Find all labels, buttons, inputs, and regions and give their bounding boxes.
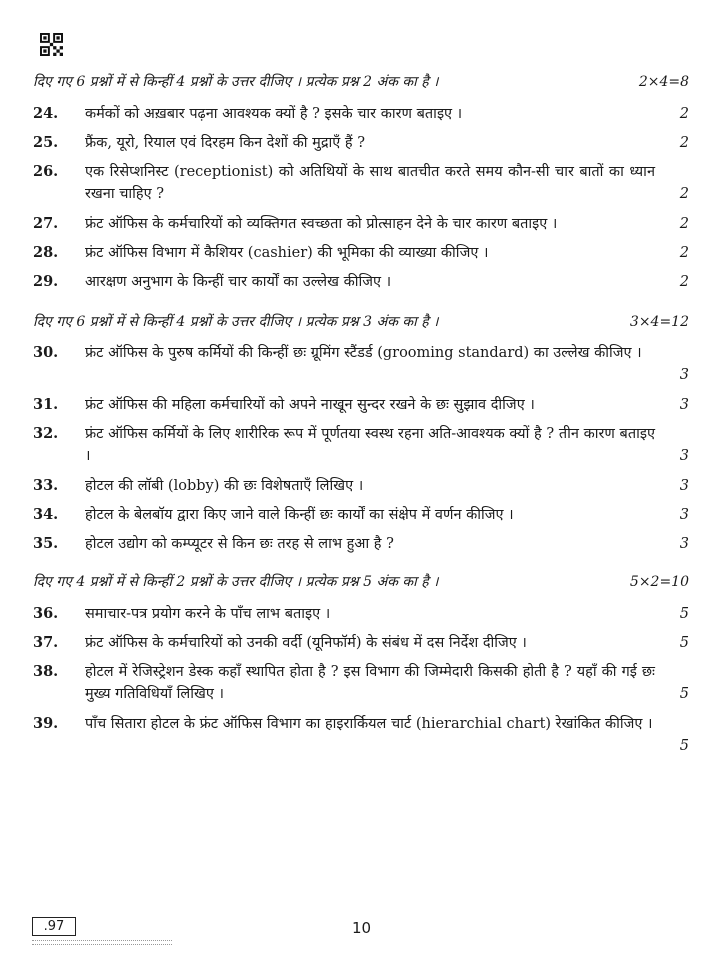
question-number: 27.: [33, 215, 59, 232]
question-text: आरक्षण अनुभाग के किन्हीं चार कार्यों का उल्लेख कीजिए ।: [85, 274, 392, 290]
question-text: होटल की लॉबी (lobby) की छः विशेषताएँ लिखिए ।: [85, 478, 364, 494]
question-text: फ्रंट ऑफिस के पुरुष कर्मियों की किन्हीं छः ग्रूमिंग स्टैंडर्ड (grooming standard) का उल्लेख कीजिए ।: [85, 345, 642, 361]
question-marks: 3: [679, 448, 689, 464]
question-number: 39.: [33, 715, 59, 732]
question-text: एक रिसेप्शनिस्ट (receptionist) को अतिथियों के साथ बातचीत करते समय कौन-सी चार बातों का ध्यान रखना चाहिए ?: [85, 164, 655, 202]
micro-print-strip: [32, 940, 172, 945]
question-number: 34.: [33, 506, 59, 523]
qr-code-icon: [40, 33, 63, 56]
question-number: 36.: [33, 605, 59, 622]
section-instruction: [33, 573, 689, 591]
question-text: समाचार-पत्र प्रयोग करने के पाँच लाभ बताइए ।: [85, 606, 331, 622]
question-marks: 5: [679, 635, 689, 651]
question-number: 26.: [33, 163, 59, 180]
question-text: फ्रंट ऑफिस विभाग में कैशियर (cashier) की भूमिका की व्याख्या कीजिए ।: [85, 245, 489, 261]
question-number: 33.: [33, 477, 59, 494]
question-marks: 3: [679, 397, 689, 413]
question-number: 37.: [33, 634, 59, 651]
question-number: 38.: [33, 663, 59, 680]
paper-code-box: [32, 917, 76, 936]
question-text: होटल में रेजिस्ट्रेशन डेस्क कहाँ स्थापित होता है ? इस विभाग की जिम्मेदारी किसकी होती है ? यहाँ की गई छः मुख्य गतिविधियाँ लिखिए ।: [85, 664, 655, 702]
section-instruction: [33, 73, 689, 91]
paper-code: .97: [43, 919, 65, 934]
question-number: 31.: [33, 396, 59, 413]
question-text: होटल उद्योग को कम्प्यूटर से किन छः तरह से लाभ हुआ है ?: [85, 536, 394, 552]
question-marks: 3: [679, 536, 689, 552]
page-number: 10: [352, 919, 372, 937]
question-marks: 2: [679, 186, 689, 202]
question-marks: 2: [679, 274, 689, 290]
question-text: कर्मकों को अख़बार पढ़ना आवश्यक क्यों है ? इसके चार कारण बताइए ।: [85, 106, 463, 122]
question-marks: 3: [679, 478, 689, 494]
section-instruction-text: दिए गए 6 प्रश्नों में से किन्हीं 4 प्रश्नों के उत्तर दीजिए । प्रत्येक प्रश्न 2 अंक का है ।: [33, 74, 439, 90]
question-marks: 5: [679, 686, 689, 702]
question-text: फ्रंट ऑफिस के कर्मचारियों को व्यक्तिगत स्वच्छता को प्रोत्साहन देने के चार कारण बताइए ।: [85, 216, 558, 232]
section-instruction-text: दिए गए 6 प्रश्नों में से किन्हीं 4 प्रश्नों के उत्तर दीजिए । प्रत्येक प्रश्न 3 अंक का है ।: [33, 314, 439, 330]
question-text: फ्रंट ऑफिस कर्मियों के लिए शारीरिक रूप में पूर्णतया स्वस्थ रहना अति-आवश्यक क्यों है ? तीन कारण बताइए ।: [85, 426, 655, 464]
section-marks-total: 5×2=10: [629, 574, 689, 590]
question-marks: 2: [679, 106, 689, 122]
section-instruction: [33, 313, 689, 331]
question-marks: 2: [679, 216, 689, 232]
question-text: फ्रैंक, यूरो, रियाल एवं दिरहम किन देशों की मुद्राएँ हैं ?: [85, 135, 366, 151]
section-instruction-text: दिए गए 4 प्रश्नों में से किन्हीं 2 प्रश्नों के उत्तर दीजिए । प्रत्येक प्रश्न 5 अंक का है ।: [33, 574, 439, 590]
question-marks: 5: [679, 606, 689, 622]
section-marks-total: 2×4=8: [638, 74, 689, 90]
question-number: 29.: [33, 273, 59, 290]
question-number: 35.: [33, 535, 59, 552]
question-marks: 2: [679, 135, 689, 151]
question-number: 24.: [33, 105, 59, 122]
question-marks: 5: [679, 738, 689, 754]
question-text: फ्रंट ऑफिस के कर्मचारियों को उनकी वर्दी (यूनिफॉर्म) के संबंध में दस निर्देश दीजिए ।: [85, 635, 527, 651]
question-marks: 2: [679, 245, 689, 261]
question-number: 30.: [33, 344, 59, 361]
question-text: होटल के बेलबॉय द्वारा किए जाने वाले किन्हीं छः कार्यों का संक्षेप में वर्णन कीजिए ।: [85, 507, 514, 523]
question-marks: 3: [679, 367, 689, 383]
question-number: 28.: [33, 244, 59, 261]
question-text: फ्रंट ऑफिस की महिला कर्मचारियों को अपने नाखून सुन्दर रखने के छः सुझाव दीजिए ।: [85, 397, 535, 413]
question-text: पाँच सितारा होटल के फ्रंट ऑफिस विभाग का हाइरार्कियल चार्ट (hierarchial chart) रेखांकित कीजिए ।: [85, 716, 653, 732]
question-number: 32.: [33, 425, 59, 442]
section-marks-total: 3×4=12: [629, 314, 689, 330]
question-marks: 3: [679, 507, 689, 523]
question-number: 25.: [33, 134, 59, 151]
